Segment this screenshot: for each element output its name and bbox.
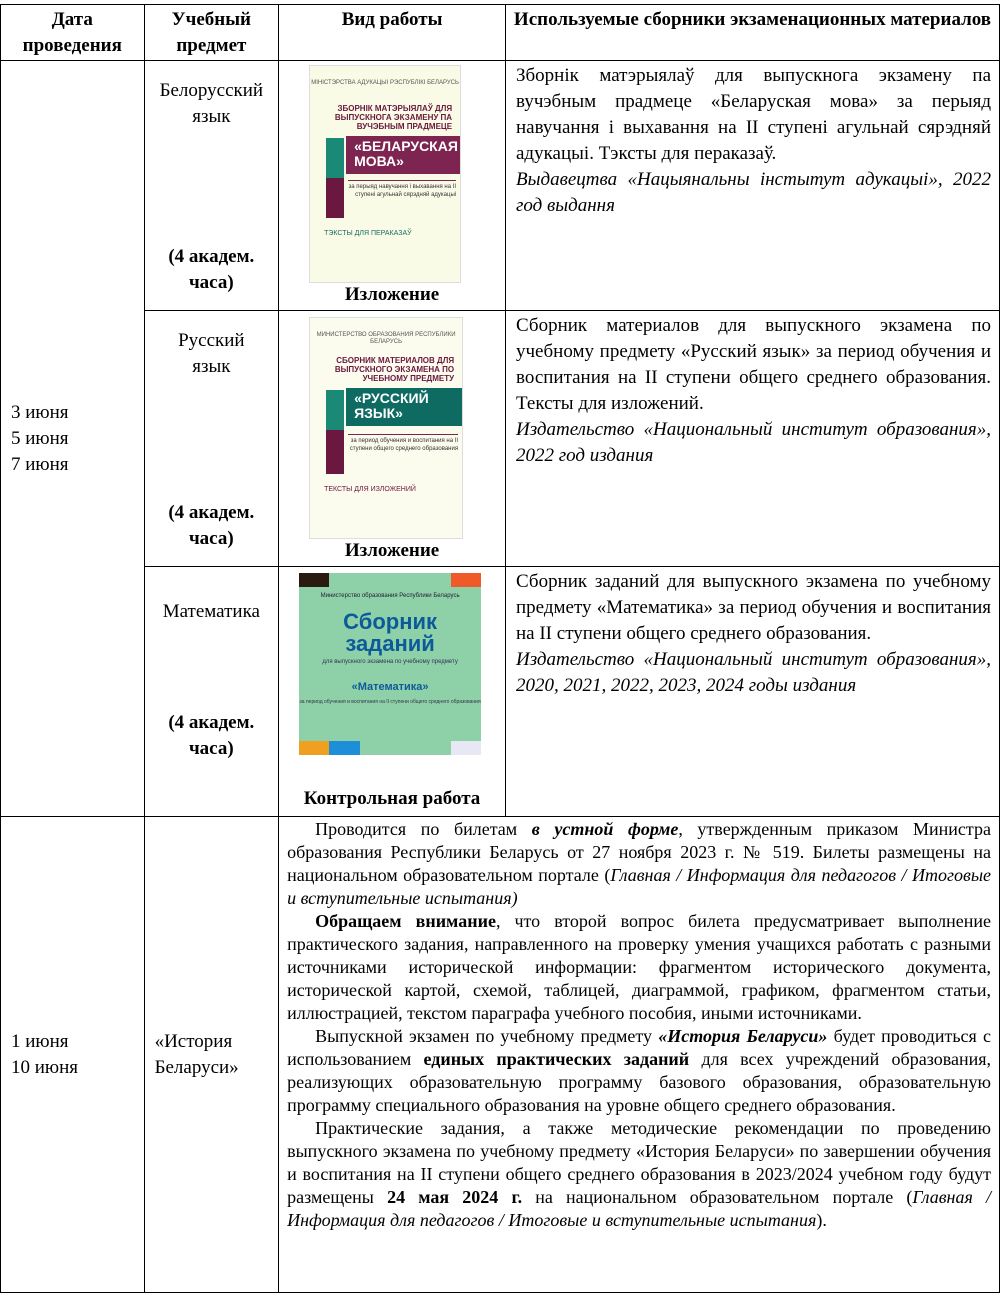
date-cell [1,61,145,817]
cover-title: ЗБОРНІК МАТЭРЫЯЛАЎ ДЛЯ ВЫПУСКНОГА ЭКЗАМЕНУ ПА ВУЧЭБНЫМ ПРАДМЕЦЕ [334,104,453,131]
book-cover-russian [309,317,463,539]
subject-name: язык [192,356,231,377]
material-cell [506,311,1000,567]
book-cover-math [299,573,481,755]
cover-band: «БЕЛАРУСКАЯ МОВА» [346,136,460,174]
cover-title: СБОРНИК МАТЕРИАЛОВ ДЛЯ ВЫПУСКНОГО ЭКЗАМЕНА ПО УЧЕБНОМУ ПРЕДМЕТУ [334,356,455,383]
table-row [1,817,1000,1293]
header-materials: Используемые сборники экзаменационных материалов [506,5,1000,61]
material-cell [506,567,1000,817]
subject-name: Русский [178,330,245,351]
cover-band: «РУССКИЙ ЯЗЫК» [346,388,462,426]
publisher-text: Выдавецтва «Нацыянальны інстытут адукацыі», 2022 год выдання [516,169,991,216]
date-line: 3 июня [11,401,69,423]
subject-name: Беларуси» [154,1056,239,1078]
work-type: Изложение [344,540,440,561]
table-row [1,567,1000,817]
subject-cell [144,567,279,817]
paragraph: Выпускной экзамен по учебному предмету «История Беларуси» будет проводиться с использованием единых практических заданий для всех учреждений образования, реализующих образовательную программу базового образования, образовательную программу специального образования на уровне общего среднего образования. [287,1026,991,1115]
subject-cell [144,817,279,1293]
table-row [1,61,1000,311]
work-type: Изложение [344,284,440,305]
cover-for: для выпускного экзамена по учебному предмету [322,659,458,665]
date-line: 5 июня [11,427,69,449]
date-cell [1,817,145,1293]
history-description [279,817,1000,1293]
header-date: Дата проведения [1,5,145,61]
book-cover-belarusian [309,65,461,283]
paragraph: Обращаем внимание, что второй вопрос билета предусматривает выполнение практического задания, направленного на проверку умения учащихся работать с разными источниками исторической информации: фрагментом исторического документа, исторической картой, схемой, таблицей, диаграммой, графиком, фрагментом статьи, иллюстрацией, текстом параграфа учебного пособия, иными источниками. [287,911,991,1023]
table-row [1,311,1000,567]
cover-ministry: МИНИСТЕРСТВО ОБРАЗОВАНИЯ РЕСПУБЛИКИ БЕЛАРУСЬ [316,332,456,345]
hours-label: (4 академ. часа) [168,246,255,293]
cover-subtitle: за период обучения и воспитания на II ступени общего среднего образования [348,434,458,453]
cover-period: за период обучения и воспитания на II ступени общего среднего образования [299,699,481,705]
header-subject: Учебный предмет [144,5,279,61]
subject-cell [144,311,279,567]
header-row [1,5,1000,61]
header-work: Вид работы [279,5,506,61]
cover-subject: «Математика» [351,681,429,693]
hours-label: (4 академ. часа) [168,712,255,759]
cover-subtitle: за перыяд навучання і выхавання на II ступені агульнай сярэдняй адукацыі [348,180,456,199]
publisher-text: Издательство «Национальный институт образования», 2022 год издания [516,419,991,466]
subject-name: Белорусский [159,80,264,101]
work-cell [279,61,506,311]
work-cell [279,311,506,567]
cover-ministry: Министерство образования Республики Беларусь [320,593,460,599]
cover-footer: ТЭКСТЫ ДЛЯ ПЕРАКАЗАЎ [324,230,412,237]
hours-label: (4 академ. часа) [168,502,255,549]
paragraph: Практические задания, а также методические рекомендации по проведению выпускного экзамена по учебному предмету «История Беларуси» по завершении обучения и воспитания на II ступени общего среднего образования в 2023/2024 учебном году будут размещены 24 мая 2024 г. на национальном образовательном портале (Главная / Информация для педагогов / Итоговые и вступительные испытания). [287,1118,991,1230]
work-type: Контрольная работа [303,788,481,809]
subject-name: Математика [162,601,260,622]
material-cell [506,61,1000,311]
cover-title: Сборник заданий [343,609,438,656]
work-cell [279,567,506,817]
publisher-text: Издательство «Национальный институт образования», 2020, 2021, 2022, 2023, 2024 годы издания [516,649,991,696]
date-line: 10 июня [11,1056,79,1078]
cover-footer: ТЕКСТЫ ДЛЯ ИЗЛОЖЕНИЙ [324,486,416,493]
date-line: 7 июня [11,453,69,475]
exam-schedule-table [0,4,1000,1293]
material-text: Сборник материалов для выпускного экзамена по учебному предмету «Русский язык» за период обучения и воспитания на II ступени общего среднего образования. Тексты для изложений. [516,315,991,414]
paragraph: Проводится по билетам в устной форме, утвержденным приказом Министра образования Республики Беларусь от 27 ноября 2023 г. № 519. Билеты размещены на национальном образовательном портале (Главная / Информация для педагогов / Итоговые и вступительные испытания) [287,819,991,908]
material-text: Зборнік матэрыялаў для выпускнога экзамену па вучэбным прадмеце «Беларуская мова» за перыяд навучання і выхавання на II ступені агульнай сярэдняй адукацыі. Тэксты для пераказаў. [516,65,991,164]
subject-name: язык [192,106,231,127]
date-line: 1 июня [11,1030,69,1052]
subject-cell [144,61,279,311]
subject-name: «История [154,1030,233,1052]
cover-ministry: МІНІСТЭРСТВА АДУКАЦЫІ РЭСПУБЛІКІ БЕЛАРУСЬ [311,80,459,86]
material-text: Сборник заданий для выпускного экзамена по учебному предмету «Математика» за период обучения и воспитания на II ступени общего среднего образования. [516,571,991,644]
